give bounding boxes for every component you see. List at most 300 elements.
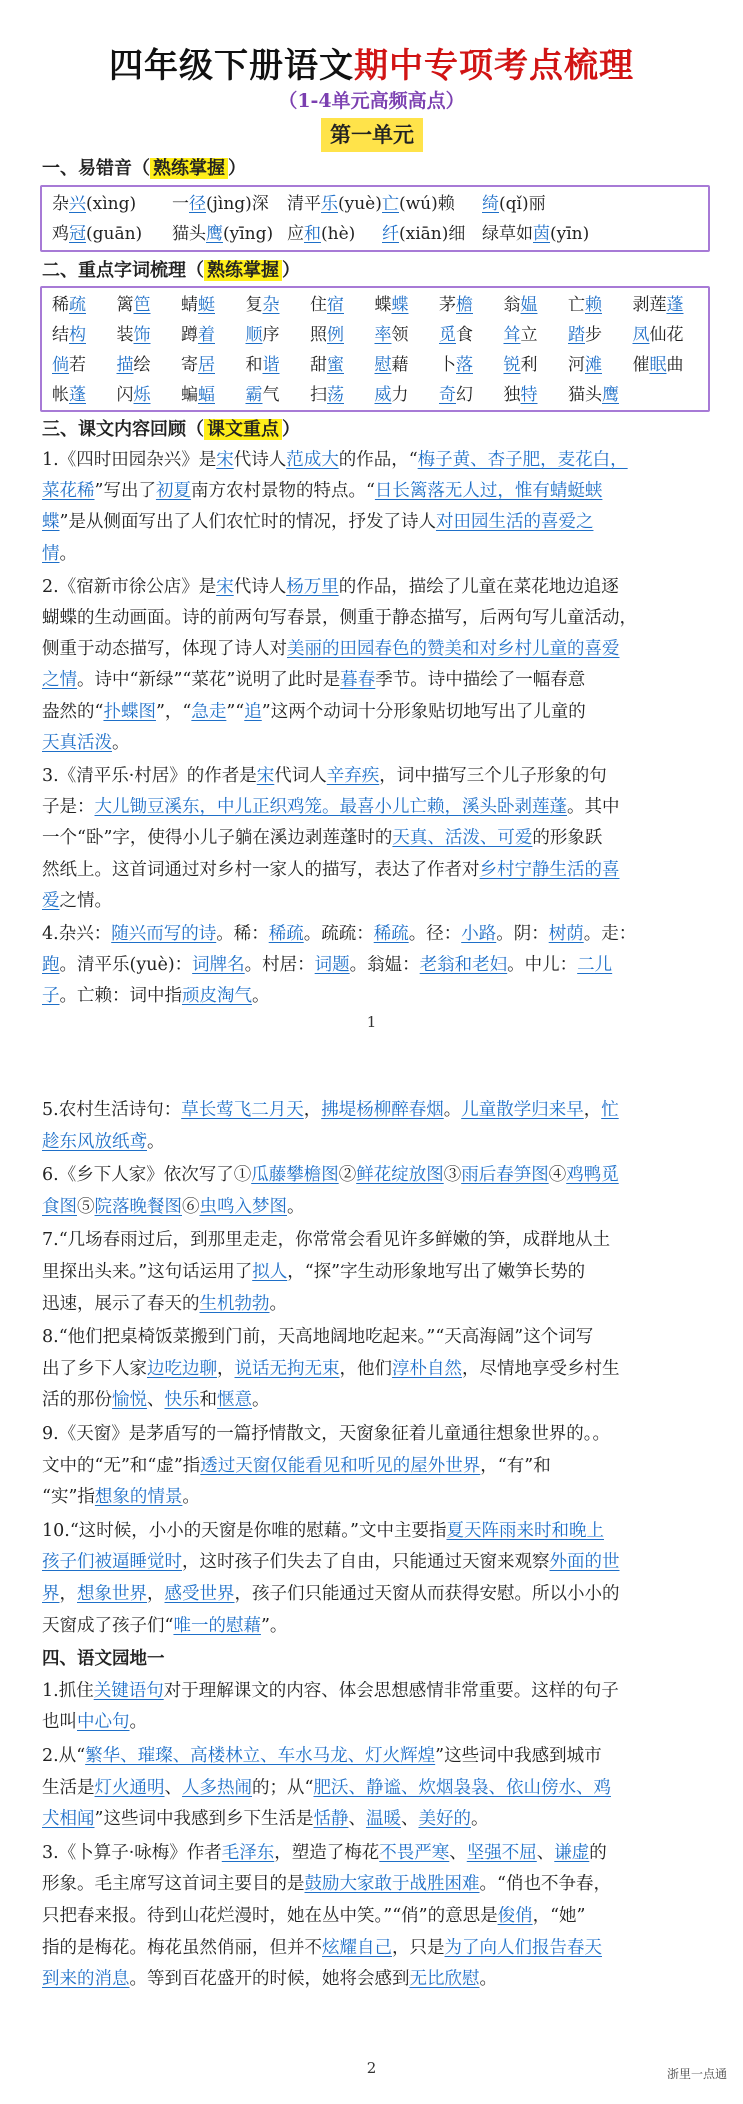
pron-prefix: 猫头	[172, 224, 206, 244]
body-text: 的作品，“	[338, 450, 418, 470]
highlight-tag: 熟练掌握	[150, 158, 228, 179]
answer-text: 大儿锄豆溪东，中儿正织鸡笼。最喜小儿亡赖，溪头卧剥莲蓬	[94, 797, 567, 818]
word-item	[246, 380, 280, 410]
text-line	[42, 1481, 200, 1513]
word-plain: 独	[503, 385, 521, 405]
pron-char: 绮	[482, 194, 499, 214]
pron-char: 鹰	[206, 224, 223, 244]
word-plain: 力	[391, 385, 409, 405]
text-line	[42, 1643, 165, 1675]
text-line	[42, 1706, 147, 1738]
body-text: 。翁媪：	[349, 955, 420, 976]
text-line	[42, 538, 77, 570]
word-key-char: 特	[520, 385, 538, 405]
body-text: 盎然的“	[42, 701, 104, 722]
word-plain: 甜	[310, 355, 327, 375]
body-text: ”写出了	[94, 481, 156, 502]
body-text: 。	[112, 732, 130, 753]
word-plain: 若	[69, 355, 86, 375]
body-text: ，尽情地享受乡村生	[462, 1358, 620, 1379]
word-key-char: 眠	[649, 355, 667, 375]
word-key-char: 居	[198, 355, 215, 375]
answer-text: 唯一的慰藉	[173, 1615, 261, 1636]
answer-text: 天真活泼	[42, 732, 112, 753]
body-text: ，孩子们只能通过天窗从而获得安慰。所以小小的	[234, 1584, 620, 1604]
text-line	[42, 980, 270, 1012]
highlight-tag: 熟练掌握	[204, 260, 282, 281]
text-line	[42, 1675, 619, 1707]
word-plain: 茅	[439, 295, 456, 315]
word-item	[117, 350, 151, 380]
answer-text: 天真、活泼、可爱	[392, 828, 533, 849]
word-plain: 照	[310, 325, 327, 345]
text-line	[42, 506, 593, 538]
answer-text: 拟人	[252, 1262, 288, 1282]
word-key-char: 着	[198, 325, 215, 345]
word-plain: 蜻	[181, 295, 198, 315]
text-line	[42, 1288, 287, 1320]
word-plain: 篱	[116, 295, 134, 315]
body-text: 的形象跃	[532, 828, 603, 849]
word-item	[568, 350, 602, 380]
word-item	[181, 290, 215, 320]
text-line	[42, 1546, 620, 1578]
text-line	[42, 475, 602, 507]
page-title	[0, 38, 743, 87]
section-heading-review	[42, 416, 300, 444]
body-text: 2.从“	[42, 1746, 86, 1766]
word-key-char: 锐	[503, 355, 521, 375]
word-key-char: 滩	[585, 355, 602, 375]
body-text: ⑥	[182, 1196, 200, 1217]
word-plain: 装	[116, 325, 134, 345]
body-text: 蝴蝶的生动画面。诗的前两句写春景，侧重于静态描写，后两句写儿童活动，	[42, 608, 637, 628]
body-text: ，	[583, 1100, 602, 1120]
answer-text: 儿童散学归来早	[461, 1100, 584, 1120]
body-text: 7.“几场春雨过后，到那里走走，你常常会看见许多鲜嫩的笋，成群地从土	[42, 1230, 611, 1251]
answer-text: 扑蝶图	[103, 701, 156, 722]
answer-text: 灯火通明	[94, 1777, 165, 1798]
word-item	[375, 350, 409, 380]
text-line	[42, 444, 628, 476]
answer-text: 坚强不屈	[466, 1842, 537, 1863]
answer-text: 老翁和老妇	[419, 955, 508, 976]
word-item	[504, 350, 538, 380]
answer-text: 初夏	[155, 481, 191, 502]
body-text: 的；从“	[252, 1777, 314, 1798]
pron-pinyin: (yuè)	[338, 194, 382, 214]
word-key-char: 媪	[520, 295, 538, 315]
word-item	[375, 290, 409, 320]
section-heading: 四、语文园地一	[42, 1649, 165, 1670]
word-item	[568, 320, 602, 350]
word-plain: 催	[632, 355, 650, 375]
answer-text: 对田园生活的喜爱之	[435, 512, 594, 533]
word-plain: 扫	[310, 385, 327, 405]
body-text: 。	[479, 1969, 497, 1990]
unit-badge: 第一单元	[321, 118, 423, 152]
answer-text: 边吃边聊	[147, 1358, 217, 1379]
text-line	[42, 1224, 610, 1256]
body-text: 代诗人	[233, 576, 287, 597]
word-key-char: 描	[116, 355, 134, 375]
watermark: 浙里一点通	[666, 2067, 727, 2081]
body-text: 。稀：	[216, 924, 269, 944]
answer-text: 为了向人们报告春天	[444, 1937, 602, 1958]
pron-pinyin: (jìng)深	[206, 194, 269, 214]
text-line	[42, 1450, 551, 1482]
word-plain: 蝶	[374, 295, 392, 315]
word-key-char: 构	[69, 325, 86, 345]
answer-text: 关键语句	[93, 1680, 164, 1701]
text-line	[42, 664, 585, 696]
word-key-char: 谐	[262, 355, 280, 375]
body-text: ，“探”字生动形象地写出了嫩笋长势的	[287, 1262, 586, 1282]
answer-text: 杨万里	[286, 576, 339, 597]
answer-text: 日长篱落无人过，惟有蜻蜓蛱	[374, 481, 603, 502]
word-plain: 稀	[52, 295, 69, 315]
pron-item	[382, 219, 465, 249]
word-plain: 帐	[52, 385, 69, 405]
body-text: 。	[287, 1196, 305, 1217]
word-item	[310, 350, 344, 380]
word-item	[246, 290, 280, 320]
body-text: 、	[449, 1842, 467, 1863]
word-item	[439, 290, 473, 320]
body-text: “实”指	[42, 1487, 95, 1508]
answer-text: 外面的世	[549, 1552, 620, 1573]
answer-text: 食图	[42, 1196, 77, 1217]
pron-pinyin: (wú)赖	[399, 194, 455, 214]
word-key-char: 顺	[245, 325, 263, 345]
text-line	[42, 1900, 586, 1932]
answer-text: 稀疏	[268, 924, 304, 944]
word-item	[504, 380, 538, 410]
body-text: ，塑造了梅花	[274, 1842, 380, 1863]
body-text: 。	[252, 1390, 270, 1411]
text-line	[42, 1418, 610, 1450]
word-plain: 立	[520, 325, 538, 345]
answer-text: 院落晚餐图	[94, 1196, 182, 1217]
body-text: ”这些词中我感到乡下生活是	[94, 1809, 314, 1830]
pron-prefix: 应	[287, 224, 304, 244]
page-1	[0, 0, 743, 1050]
body-text: 一个“卧”字，使得小儿子躺在溪边剥莲蓬时的	[42, 828, 393, 849]
word-item	[439, 380, 473, 410]
body-text: ”。	[260, 1615, 288, 1636]
pron-item	[482, 189, 546, 219]
body-text: 天窗成了孩子们“	[42, 1615, 174, 1636]
word-plain: 绘	[133, 355, 151, 375]
answer-text: 繁华、璀璨、高楼林立、车水马龙、灯火辉煌	[85, 1746, 436, 1766]
answer-text: 忙	[601, 1100, 619, 1120]
body-text: ”，“	[155, 701, 192, 722]
body-text: 、	[147, 1390, 165, 1411]
text-line	[42, 1353, 620, 1385]
body-text: ，“她”	[532, 1906, 586, 1926]
word-key-char: 倘	[52, 355, 69, 375]
pron-prefix: 杂	[52, 194, 69, 214]
body-text: 里探出头来。”这句话运用了	[42, 1262, 253, 1282]
section-label-close: ）	[282, 260, 300, 281]
word-plain: 猫头	[568, 385, 602, 405]
pron-char: 亡	[382, 194, 399, 214]
answer-text: 谦虚	[554, 1842, 590, 1863]
pron-prefix: 一	[172, 194, 189, 214]
answer-text: 稀疏	[373, 924, 409, 944]
word-item	[52, 380, 86, 410]
answer-text: 树荫	[548, 924, 584, 944]
pronunciation-box	[40, 185, 710, 252]
answer-text: 拂堤杨柳醉春烟	[321, 1100, 444, 1120]
pron-pinyin: (guān)	[86, 224, 143, 244]
answer-text: 宋	[216, 450, 234, 470]
word-key-char: 例	[327, 325, 344, 345]
word-key-char: 奇	[439, 385, 456, 405]
pron-item	[52, 189, 136, 219]
text-line	[42, 1191, 305, 1223]
body-text: 、	[400, 1809, 419, 1830]
answer-text: 鲜花绽放图	[356, 1165, 444, 1186]
answer-text: 之情	[42, 670, 77, 691]
body-text: ，词中描写三个儿子形象的句	[379, 766, 607, 786]
body-text: 出了乡下人家	[42, 1358, 147, 1379]
body-text: ②	[338, 1165, 357, 1186]
body-text: ”这两个动词十分形象贴切地写出了儿童的	[261, 701, 586, 722]
text-line	[42, 1868, 611, 1900]
body-text: 。疏疏：	[303, 924, 374, 944]
word-key-char: 蝶	[391, 295, 409, 315]
pron-pinyin: (yīng)	[223, 224, 274, 244]
body-text: 。	[182, 1487, 200, 1508]
answer-text: 鸡鸭觅	[566, 1165, 619, 1186]
text-line	[42, 1578, 620, 1610]
word-key-char: 霸	[245, 385, 263, 405]
word-plain: 和	[245, 355, 263, 375]
word-item	[310, 380, 344, 410]
body-text: 。径：	[408, 924, 462, 944]
answer-text: 夏天阵雨来时和晚上	[446, 1520, 604, 1541]
pron-item	[287, 219, 355, 249]
pron-item	[52, 219, 142, 249]
body-text: 对于理解课文的内容、体会思想感情非常重要。这样的句子	[163, 1680, 619, 1701]
answer-text: 生机勃勃	[199, 1293, 270, 1314]
word-item	[504, 320, 538, 350]
word-plain: 气	[262, 385, 280, 405]
body-text: 。	[470, 1809, 489, 1830]
word-item	[52, 350, 86, 380]
body-text: 侧重于动态描写，体现了诗人对	[42, 639, 287, 660]
body-text: ，他们	[339, 1358, 392, 1379]
word-item	[246, 350, 280, 380]
word-plain: 蹲	[181, 325, 198, 345]
section-heading-pronunciation	[42, 155, 246, 183]
body-text: 南方农村景物的特点。“	[190, 481, 375, 502]
body-text: 。中儿：	[507, 955, 578, 976]
answer-text: 小路	[461, 924, 497, 944]
answer-text: 炫耀自己	[322, 1937, 392, 1958]
text-line	[42, 1515, 604, 1547]
answer-text: 虫鸣入梦图	[199, 1196, 287, 1217]
body-text: ，只是	[392, 1937, 445, 1958]
word-plain: 河	[568, 355, 585, 375]
answer-text: 宋	[256, 766, 275, 786]
word-item	[117, 290, 151, 320]
pron-pinyin: (qǐ)丽	[499, 194, 546, 214]
word-plain: 领	[391, 325, 409, 345]
word-key-char: 檐	[456, 295, 473, 315]
body-text: 、	[348, 1809, 366, 1830]
word-plain: 利	[520, 355, 538, 375]
answer-text: 毛泽东	[221, 1842, 275, 1863]
pron-item	[287, 189, 382, 219]
pron-pinyin: (yīn)	[550, 224, 590, 244]
word-key-char: 饰	[133, 325, 151, 345]
answer-text: 词题	[314, 955, 350, 976]
text-line	[42, 1256, 585, 1288]
word-key-char: 赖	[585, 295, 602, 315]
answer-text: 俊俏	[497, 1906, 533, 1926]
body-text: 。	[147, 1131, 165, 1152]
body-text: 也叫	[42, 1712, 77, 1733]
body-text: 。阴：	[496, 924, 549, 944]
answer-text: 乡村宁静生活的喜	[479, 859, 620, 880]
answer-text: 蝶	[42, 512, 60, 533]
word-item	[633, 320, 684, 350]
section-label-close: ）	[228, 158, 246, 179]
page-2	[0, 1050, 743, 2104]
answer-text: 愉悦	[112, 1390, 147, 1411]
answer-text: 感受世界	[164, 1584, 235, 1604]
word-key-char: 笆	[133, 295, 151, 315]
pron-prefix: 绿草如	[482, 224, 533, 244]
body-text: 子是：	[42, 797, 95, 818]
word-item	[117, 380, 151, 410]
highlight-tag: 课文重点	[204, 419, 282, 440]
body-text: 形象。毛主席写这首词主要目的是	[42, 1874, 305, 1895]
answer-text: 瓜藤攀檐图	[251, 1165, 339, 1186]
answer-text: 顽皮淘气	[182, 986, 252, 1007]
body-text: 。村居：	[244, 955, 315, 976]
answer-text: 人多热闹	[182, 1777, 252, 1798]
answer-text: 子	[42, 986, 60, 1007]
text-line	[42, 791, 620, 823]
word-key-char: 踏	[568, 325, 585, 345]
body-text: 。	[269, 1293, 287, 1314]
body-text: 活的那份	[42, 1390, 112, 1411]
answer-text: 美丽的田园春色的赞美和对乡村儿童的喜爱	[287, 639, 620, 660]
word-plain: 序	[262, 325, 280, 345]
answer-text: 淳朴自然	[392, 1358, 462, 1379]
text-line	[42, 1740, 602, 1772]
word-key-char: 疏	[69, 295, 86, 315]
body-text: 。	[129, 1712, 147, 1733]
pron-char: 径	[189, 194, 206, 214]
answer-text: 草长莺飞二月天	[181, 1100, 304, 1120]
word-key-char: 鹰	[602, 385, 619, 405]
word-item	[52, 320, 86, 350]
answer-text: 美好的	[418, 1809, 471, 1830]
word-key-char: 慰	[374, 355, 392, 375]
answer-text: 梅子黄、杏子肥，麦花白，	[417, 450, 628, 470]
body-text: 文中的“无”和“虚”指	[42, 1455, 201, 1476]
pron-item	[172, 189, 269, 219]
body-text: 4.杂兴：	[42, 924, 112, 944]
word-key-char: 蓬	[666, 295, 684, 315]
text-line	[42, 571, 619, 603]
body-text: 只把春来报。待到山花烂漫时，她在丛中笑。”“俏”的意思是	[42, 1906, 498, 1926]
answer-text: 急走	[191, 701, 227, 722]
text-line	[42, 602, 637, 634]
pron-char: 兴	[69, 194, 86, 214]
answer-text: 追	[244, 701, 262, 722]
word-plain: 蝙	[181, 385, 198, 405]
word-item	[439, 320, 473, 350]
word-item	[568, 380, 619, 410]
body-text: 季节。诗中描绘了一幅春意	[375, 670, 586, 691]
word-item	[181, 380, 215, 410]
word-box	[40, 286, 710, 412]
body-text: 。清平乐(yuè)：	[59, 955, 193, 976]
section-label-close: ）	[282, 419, 300, 440]
body-text: 、	[536, 1842, 555, 1863]
answer-text: 肥沃、静谧、炊烟袅袅、依山傍水、鸡	[313, 1777, 611, 1798]
word-item	[117, 320, 151, 350]
word-item	[375, 320, 409, 350]
word-plain: 藉	[391, 355, 409, 375]
body-text: 6.《乡下人家》依次写了①	[42, 1165, 252, 1186]
body-text: 然纸上。这首词通过对乡村一家人的描写，表达了作者对	[42, 859, 480, 880]
text-line	[42, 1321, 593, 1353]
body-text: 生活是	[42, 1777, 95, 1798]
answer-text: 温暖	[365, 1809, 401, 1830]
body-text: 之情。	[59, 890, 112, 911]
word-item	[181, 350, 215, 380]
answer-text: 爱	[42, 890, 60, 911]
body-text: ⑤	[77, 1196, 95, 1217]
text-line	[42, 1772, 611, 1804]
section-label: 三、课文内容回顾（	[42, 419, 204, 440]
word-plain: 结	[52, 325, 69, 345]
text-line	[42, 1837, 607, 1869]
word-plain: 翁	[503, 295, 521, 315]
word-item	[633, 290, 684, 320]
body-text: 。诗中“新绿”“菜花”说明了此时是	[77, 670, 341, 691]
pron-prefix: 鸡	[52, 224, 69, 244]
pron-char: 冠	[69, 224, 86, 244]
body-text: 。“俏也不争春，	[479, 1874, 611, 1895]
pron-pinyin: (hè)	[321, 224, 356, 244]
text-line	[42, 727, 130, 759]
body-text: 1.《四时田园杂兴》是	[42, 450, 217, 470]
body-text: 和	[199, 1390, 217, 1411]
word-item	[633, 350, 684, 380]
word-item	[181, 320, 215, 350]
text-line	[42, 885, 112, 917]
body-text: ，	[59, 1584, 77, 1604]
body-text: 10.“这时候，小小的天窗是你唯的慰藉。”文中主要指	[42, 1520, 447, 1541]
text-line	[42, 1384, 270, 1416]
text-line	[42, 1610, 287, 1642]
page-subtitle: （1-4单元高频高点）	[278, 90, 465, 112]
word-plain: 卜	[439, 355, 456, 375]
answer-text: 跑	[42, 955, 60, 976]
word-item	[439, 350, 473, 380]
pron-char: 和	[304, 224, 321, 244]
title-black-part: 四年级下册语文	[109, 46, 354, 86]
body-text: ”“	[226, 701, 245, 722]
word-plain: 步	[585, 325, 602, 345]
